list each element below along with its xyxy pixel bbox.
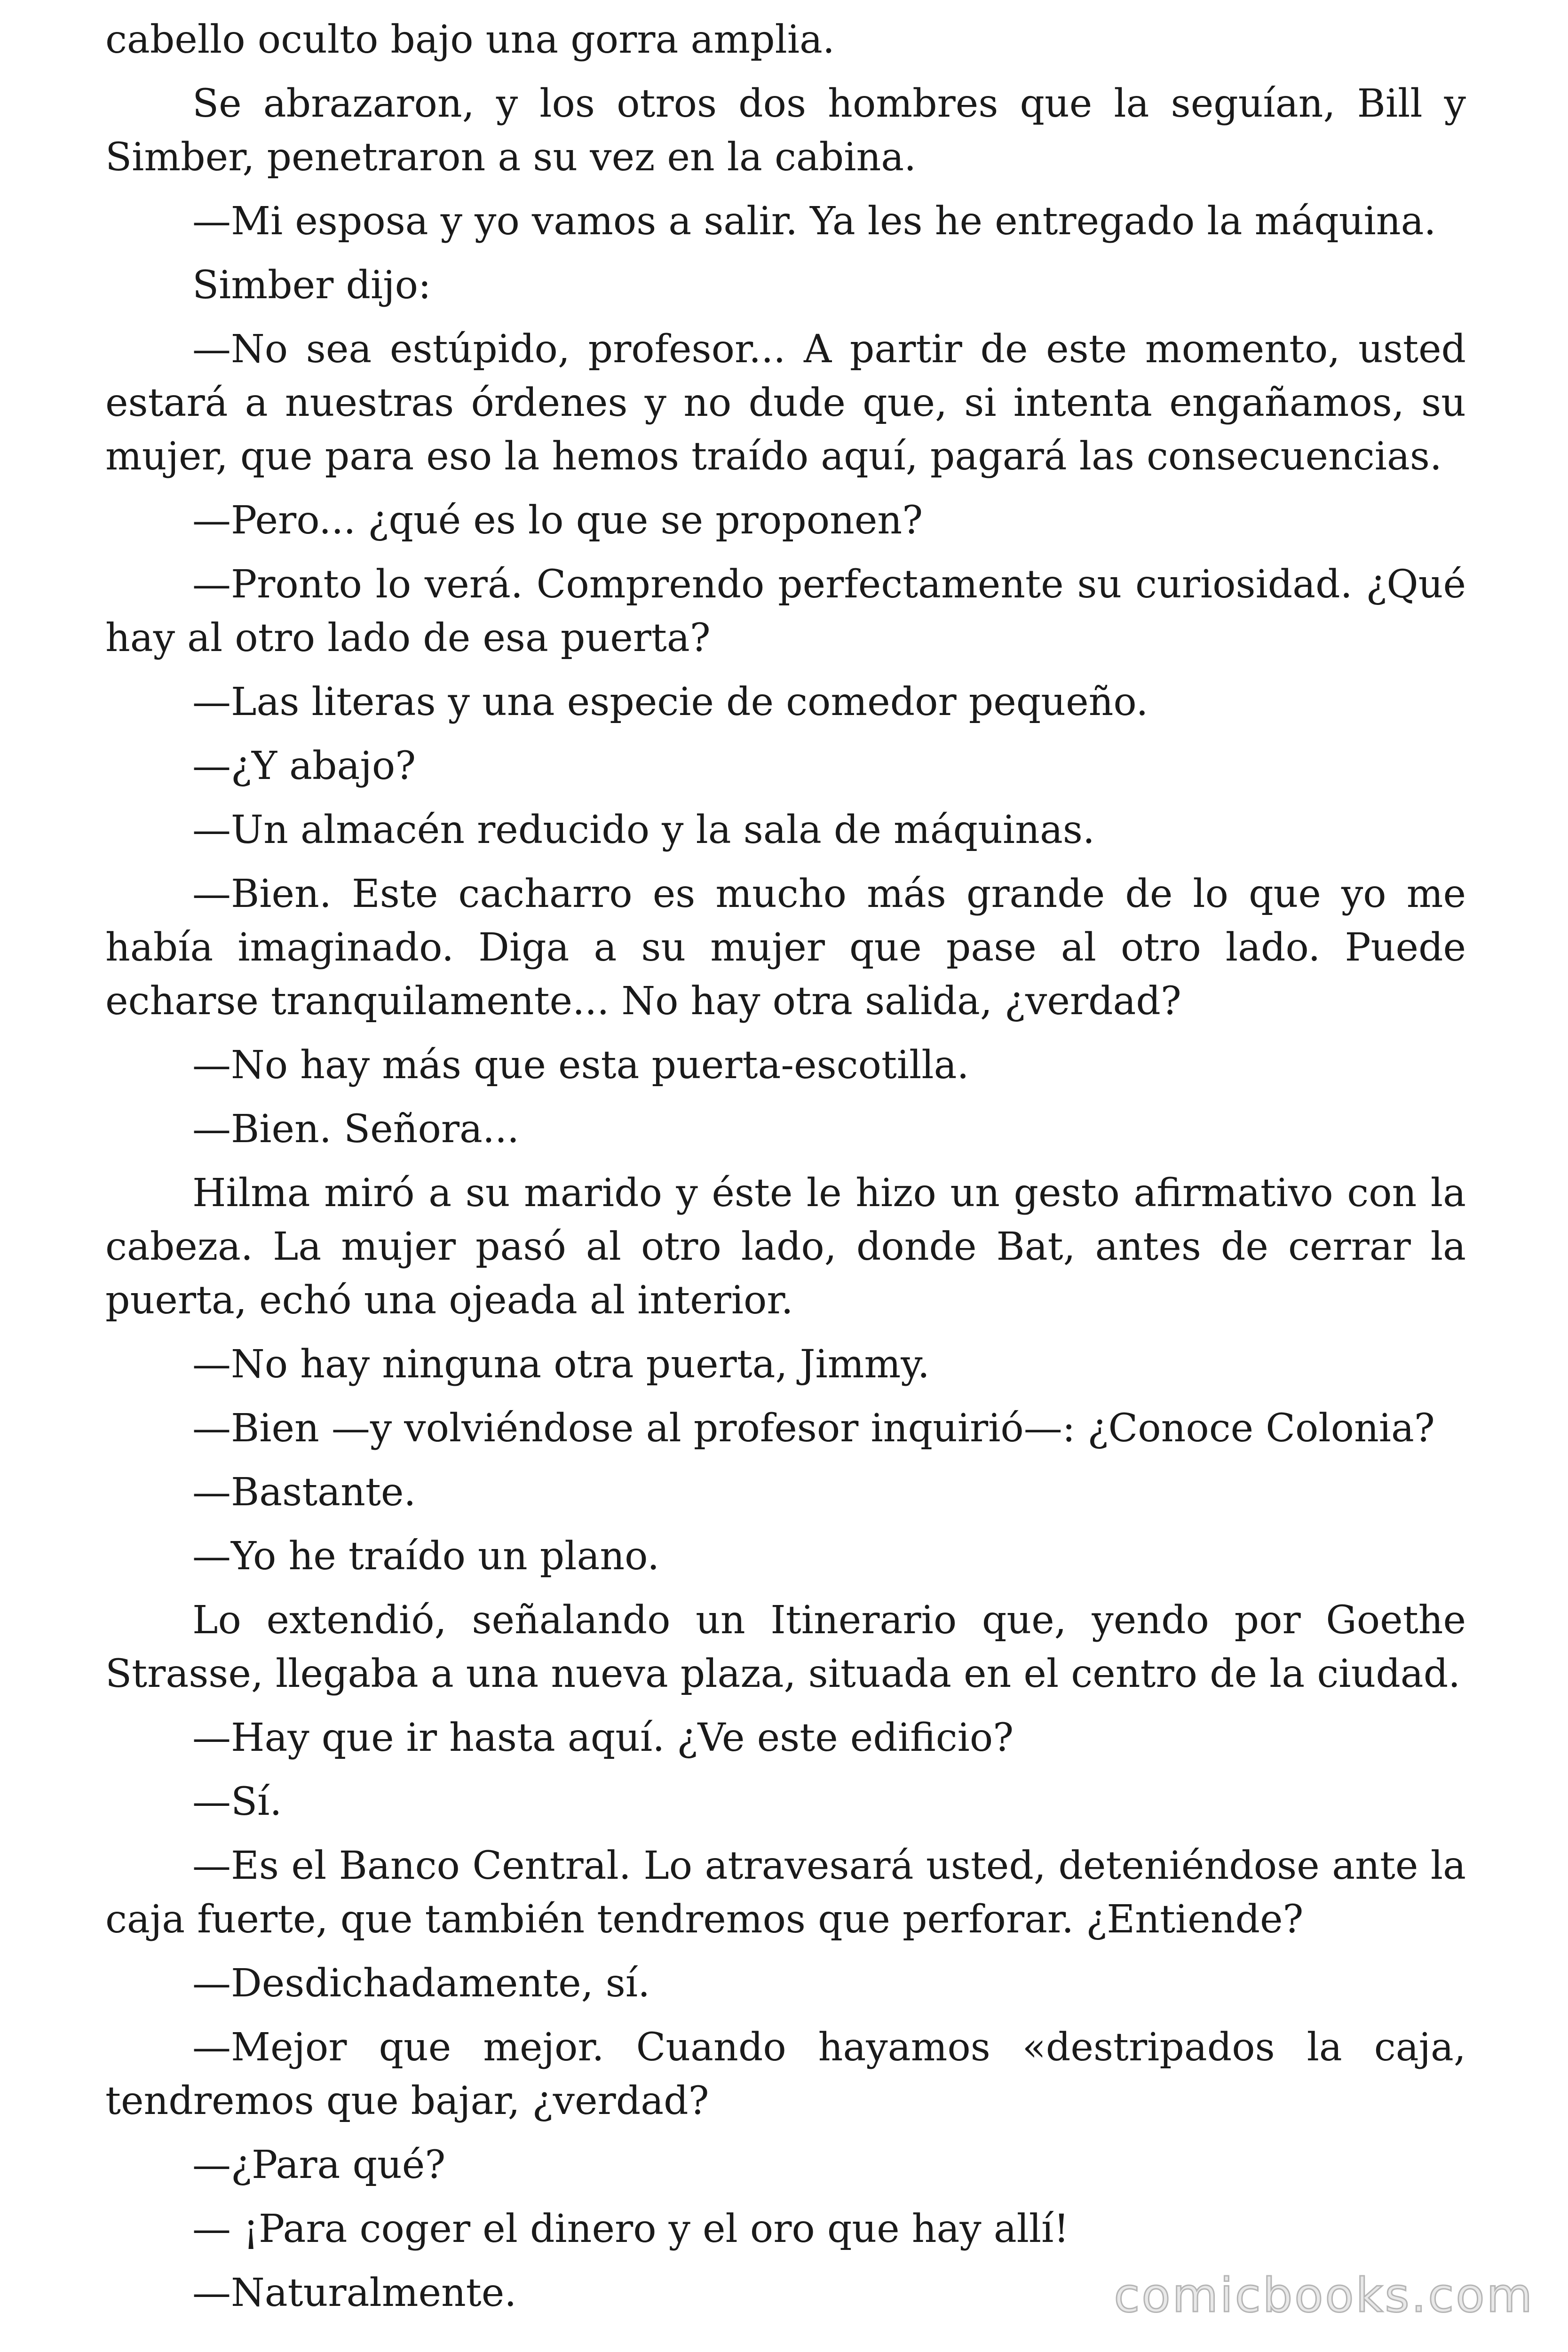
paragraph: Se abrazaron, y los otros dos hombres que la seguían, Bill y Simber, penetraron a su vez en la cabina. <box>105 81 1466 180</box>
paragraph: —Hay que ir hasta aquí. ¿Ve este edificio? <box>192 1716 1014 1760</box>
paragraph: —Mejor que mejor. Cuando hayamos «destripados la caja, tendremos que bajar, ¿verdad? <box>105 2025 1466 2123</box>
paragraph: —Bien. Este cacharro es mucho más grande de lo que yo me había imaginado. Diga a su mujer que pase al otro lado. Puede echarse tranquilamente... No hay otra salida, ¿verdad? <box>105 872 1466 1024</box>
paragraph: —Yo he traído un plano. <box>192 1534 660 1579</box>
paragraph: —No hay ninguna otra puerta, Jimmy. <box>192 1342 930 1387</box>
paragraph: —Bien. Señora... <box>192 1107 520 1152</box>
paragraph: —Pero... ¿qué es lo que se proponen? <box>192 498 923 543</box>
paragraph: cabello oculto bajo una gorra amplia. <box>105 17 835 62</box>
paragraph: Simber dijo: <box>192 263 431 308</box>
paragraph: — ¡Para coger el dinero y el oro que hay allí! <box>192 2207 1069 2251</box>
paragraph: —¿Para qué? <box>192 2143 446 2187</box>
paragraph: —Mi esposa y yo vamos a salir. Ya les he entregado la máquina. <box>192 199 1436 244</box>
site-watermark: comicbooks.com <box>1114 2268 1534 2323</box>
paragraph: —Es el Banco Central. Lo atravesará usted, deteniéndose ante la caja fuerte, que también tendremos que perforar. ¿Entiende? <box>105 1843 1466 1942</box>
paragraph: —Pronto lo verá. Comprendo perfectamente su curiosidad. ¿Qué hay al otro lado de esa puerta? <box>105 562 1466 660</box>
paragraph: —No sea estúpido, profesor... A partir de este momento, usted estará a nuestras órdenes y no dude que, si intenta engañamos, su mujer, que para eso la hemos traído aquí, pagará las consecuencias. <box>105 327 1466 479</box>
paragraph: Lo extendió, señalando un Itinerario que, yendo por Goethe Strasse, llegaba a una nueva plaza, situada en el centro de la ciudad. <box>105 1598 1466 1696</box>
page-text <box>105 13 1466 2330</box>
paragraph: —Naturalmente. <box>192 2271 517 2315</box>
paragraph: —No hay más que esta puerta-escotilla. <box>192 1043 969 1088</box>
paragraph: —Un almacén reducido y la sala de máquinas. <box>192 808 1095 852</box>
paragraph: Hilma miró a su marido y éste le hizo un gesto afirmativo con la cabeza. La mujer pasó al otro lado, donde Bat, antes de cerrar la puerta, echó una ojeada al interior. <box>105 1171 1466 1323</box>
paragraph: —Desdichadamente, sí. <box>192 1961 650 2006</box>
paragraph: —¿Y abajo? <box>192 744 416 788</box>
paragraph: —Bastante. <box>192 1470 416 1515</box>
paragraph: —Sí. <box>192 1780 282 1824</box>
paragraph: —Bien —y volviéndose al profesor inquirió—: ¿Conoce Colonia? <box>192 1406 1435 1451</box>
paragraph: —Las literas y una especie de comedor pequeño. <box>192 680 1148 724</box>
